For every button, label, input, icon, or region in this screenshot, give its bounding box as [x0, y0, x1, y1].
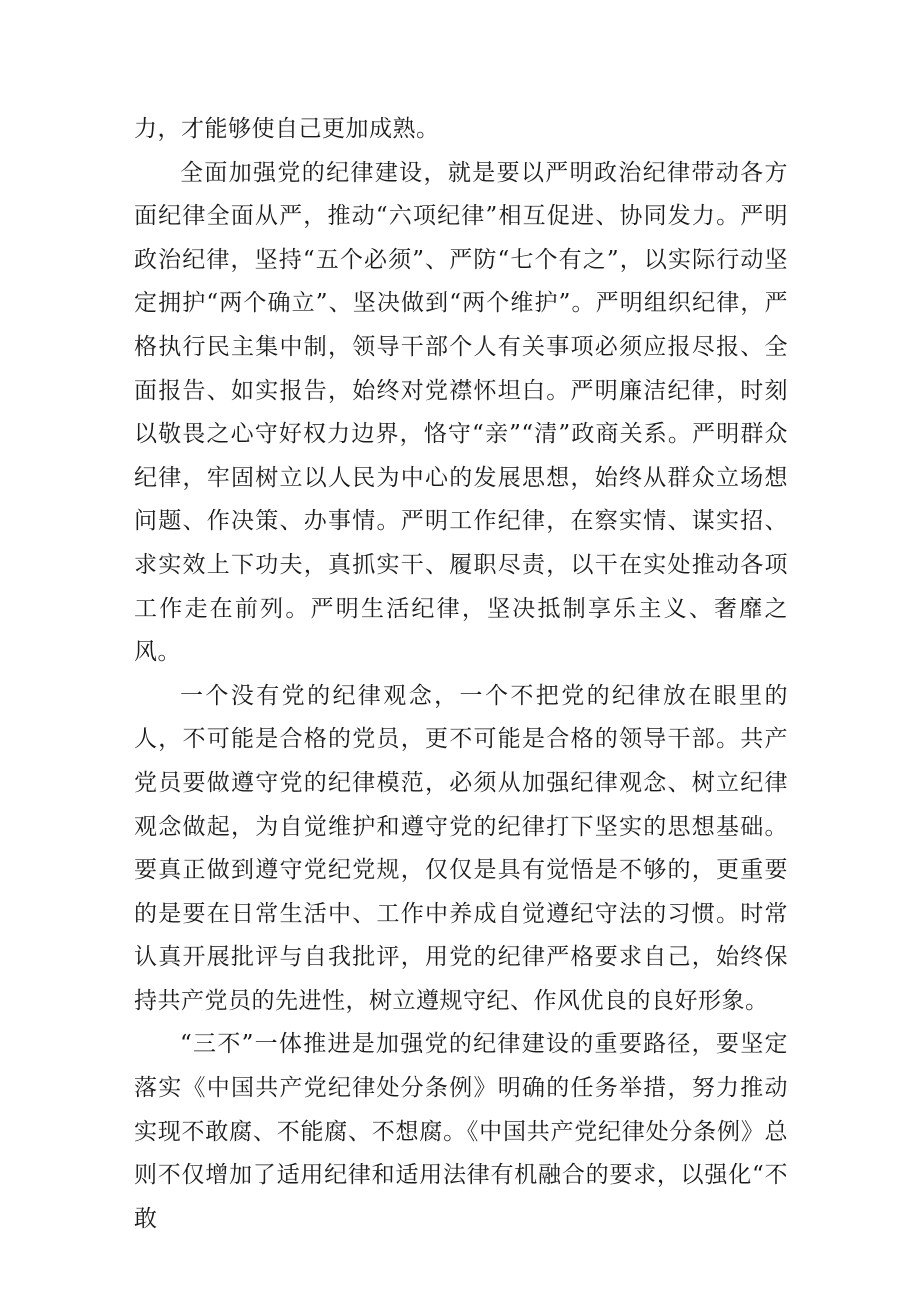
document-body: [134, 108, 788, 1241]
paragraph-discipline-awareness: 一个没有党的纪律观念，一个不把党的纪律放在眼里的人，不可能是合格的党员，更不可能是合格的领导干部。共产党员要做遵守党的纪律模范，必须从加强纪律观念、树立纪律观念做起，为自觉维护和遵守党的纪律打下坚实的思想基础。要真正做到遵守党纪党规，仅仅是具有觉悟是不够的，更重要的是要在日常生活中、工作中养成自觉遵纪守法的习惯。时常认真开展批评与自我批评，用党的纪律严格要求自己，始终保持共产党员的先进性，树立遵规守纪、作风优良的良好形象。: [134, 682, 788, 1014]
paragraph-three-nots: “三不”一体推进是加强党的纪律建设的重要路径，要坚定落实《中国共产党纪律处分条例》明确的任务举措，努力推动实现不敢腐、不能腐、不想腐。《中国共产党纪律处分条例》总则不仅增加了适用纪律和适用法律有机融合的要求，以强化“不敢: [134, 1031, 788, 1232]
paragraph-discipline-building: 全面加强党的纪律建设，就是要以严明政治纪律带动各方面纪律全面从严，推动“六项纪律”相互促进、协同发力。严明政治纪律，坚持“五个必须”、严防“七个有之”，以实际行动坚定拥护“两个确立”、坚决做到“两个维护”。严明组织纪律，严格执行民主集中制，领导干部个人有关事项必须应报尽报、全面报告、如实报告，始终对党襟怀坦白。严明廉洁纪律，时刻以敬畏之心守好权力边界，恪守“亲”“清”政商关系。严明群众纪律，牢固树立以人民为中心的发展思想，始终从群众立场想问题、作决策、办事情。严明工作纪律，在察实情、谋实招、求实效上下功夫，真抓实干、履职尽责，以干在实处推动各项工作走在前列。严明生活纪律，坚决抵制享乐主义、奢靡之风。: [134, 159, 788, 666]
paragraph-continuation: 力，才能够使自己更加成熟。: [134, 116, 440, 142]
